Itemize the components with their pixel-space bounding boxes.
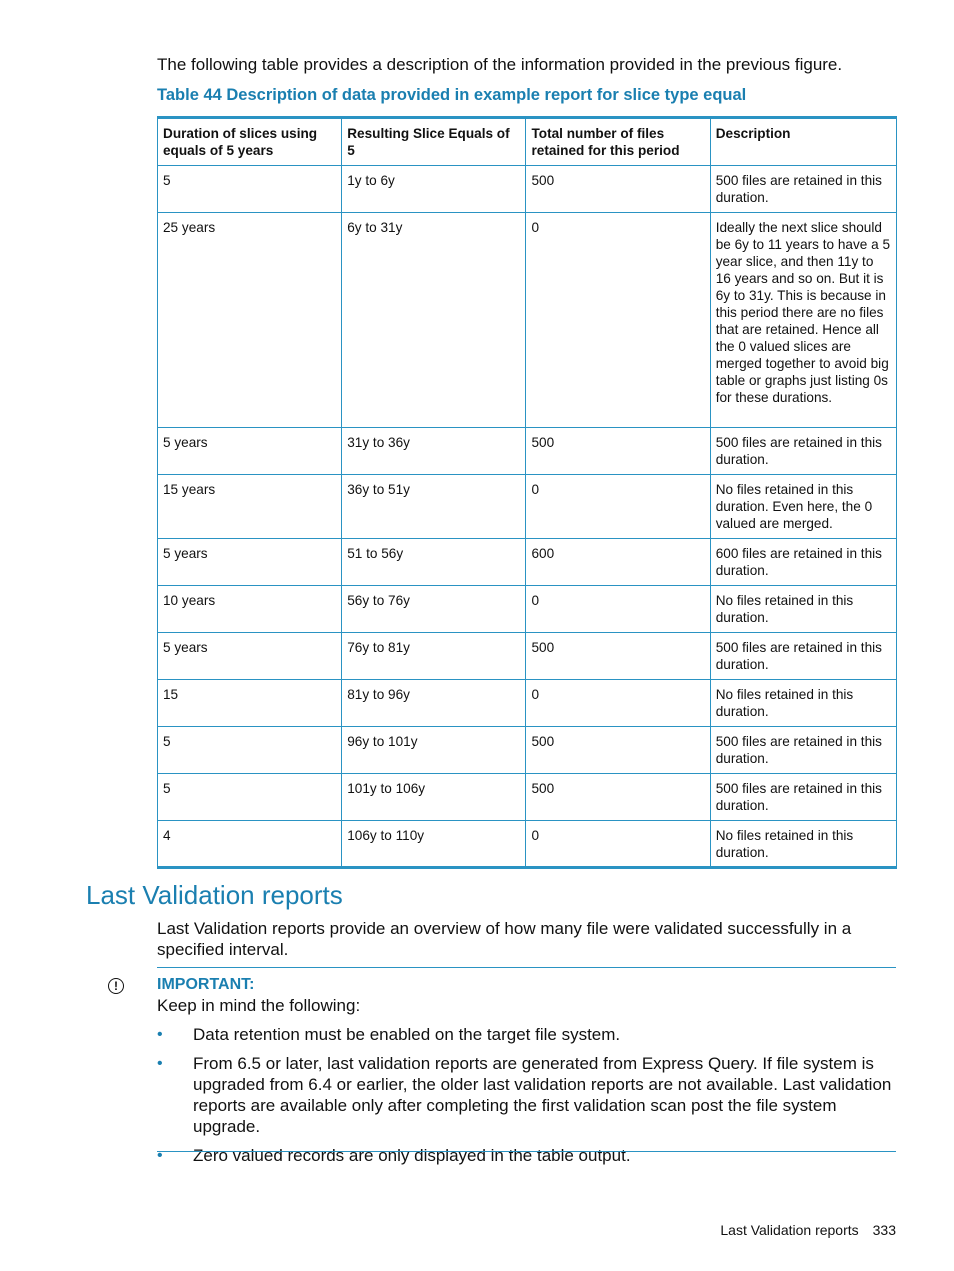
cell-slice: 1y to 6y [342, 166, 526, 213]
cell-files: 0 [526, 475, 710, 539]
cell-slice: 36y to 51y [342, 475, 526, 539]
bullet-text: From 6.5 or later, last validation reports are generated from Express Query. If file system is upgraded from 6.4 or earlier, the older last validation reports are not available. Last validation reports are available only after completing the first validation scan post the file system upgrade. [193, 1054, 892, 1136]
table-row [158, 727, 897, 774]
table-caption: Table 44 Description of data provided in example report for slice type equal [157, 86, 747, 104]
cell-files: 0 [526, 680, 710, 727]
intro-paragraph: The following table provides a description of the information provided in the previous figure. [157, 55, 843, 74]
list-item [157, 1145, 897, 1166]
header-description: Description [710, 118, 896, 166]
cell-files: 600 [526, 539, 710, 586]
cell-files: 500 [526, 633, 710, 680]
table-row [158, 428, 897, 475]
cell-duration: 4 [158, 821, 342, 868]
important-icon: ! [108, 978, 124, 994]
important-top-rule [157, 967, 896, 968]
cell-description: 600 files are retained in this duration. [710, 539, 896, 586]
cell-description: No files retained in this duration. [710, 586, 896, 633]
section-heading: Last Validation reports [86, 880, 343, 910]
cell-description: No files retained in this duration. [710, 680, 896, 727]
cell-slice: 51 to 56y [342, 539, 526, 586]
bullet-text: Data retention must be enabled on the target file system. [193, 1025, 621, 1044]
cell-description: No files retained in this duration. Even here, the 0 valued are merged. [710, 475, 896, 539]
page-footer [720, 1222, 896, 1238]
list-item [157, 1024, 897, 1045]
bullet-icon: • [157, 1147, 163, 1164]
table-row [158, 539, 897, 586]
table-header-row [158, 118, 897, 166]
table-row [158, 821, 897, 868]
cell-description: 500 files are retained in this duration. [710, 166, 896, 213]
cell-files: 0 [526, 821, 710, 868]
table-row [158, 633, 897, 680]
table-row [158, 475, 897, 539]
page-number: 333 [872, 1222, 896, 1238]
cell-description: Ideally the next slice should be 6y to 11 years to have a 5 year slice, and then 11y to 16 years and so on. But it is 6y to 31y. This is because in this period there are no files that are retained. Hence all the 0 valued slices are merged together to avoid big table or graphs just listing 0s for these durations. [710, 213, 896, 428]
table-row [158, 774, 897, 821]
section-body: Last Validation reports provide an overview of how many file were validated successfully in a specified interval. [157, 919, 852, 959]
important-intro: Keep in mind the following: [157, 996, 361, 1015]
cell-duration: 15 years [158, 475, 342, 539]
cell-duration: 5 [158, 774, 342, 821]
slice-description-table [157, 116, 897, 869]
header-duration: Duration of slices using equals of 5 years [158, 118, 342, 166]
cell-slice: 76y to 81y [342, 633, 526, 680]
cell-slice: 81y to 96y [342, 680, 526, 727]
cell-duration: 5 years [158, 428, 342, 475]
important-label: IMPORTANT: [157, 976, 255, 993]
cell-description: No files retained in this duration. [710, 821, 896, 868]
cell-files: 0 [526, 586, 710, 633]
cell-duration: 25 years [158, 213, 342, 428]
cell-files: 500 [526, 774, 710, 821]
cell-files: 500 [526, 428, 710, 475]
footer-section-title: Last Validation reports [720, 1222, 859, 1238]
cell-duration: 5 years [158, 539, 342, 586]
bullet-icon: • [157, 1026, 163, 1043]
cell-files: 0 [526, 213, 710, 428]
table-row [158, 166, 897, 213]
bullet-icon: • [157, 1055, 163, 1072]
cell-duration: 5 [158, 727, 342, 774]
table-row [158, 213, 897, 428]
cell-slice: 31y to 36y [342, 428, 526, 475]
cell-slice: 56y to 76y [342, 586, 526, 633]
list-item [157, 1053, 897, 1137]
cell-duration: 10 years [158, 586, 342, 633]
important-bottom-rule [157, 1151, 896, 1152]
cell-slice: 96y to 101y [342, 727, 526, 774]
cell-files: 500 [526, 166, 710, 213]
cell-description: 500 files are retained in this duration. [710, 428, 896, 475]
cell-duration: 5 [158, 166, 342, 213]
header-resulting-slice: Resulting Slice Equals of 5 [342, 118, 526, 166]
cell-slice: 106y to 110y [342, 821, 526, 868]
cell-duration: 5 years [158, 633, 342, 680]
cell-duration: 15 [158, 680, 342, 727]
cell-slice: 101y to 106y [342, 774, 526, 821]
cell-files: 500 [526, 727, 710, 774]
cell-description: 500 files are retained in this duration. [710, 727, 896, 774]
bullet-text: Zero valued records are only displayed in the table output. [193, 1146, 631, 1165]
cell-description: 500 files are retained in this duration. [710, 774, 896, 821]
cell-slice: 6y to 31y [342, 213, 526, 428]
header-total-files: Total number of files retained for this period [526, 118, 710, 166]
table-row [158, 680, 897, 727]
table-row [158, 586, 897, 633]
cell-description: 500 files are retained in this duration. [710, 633, 896, 680]
